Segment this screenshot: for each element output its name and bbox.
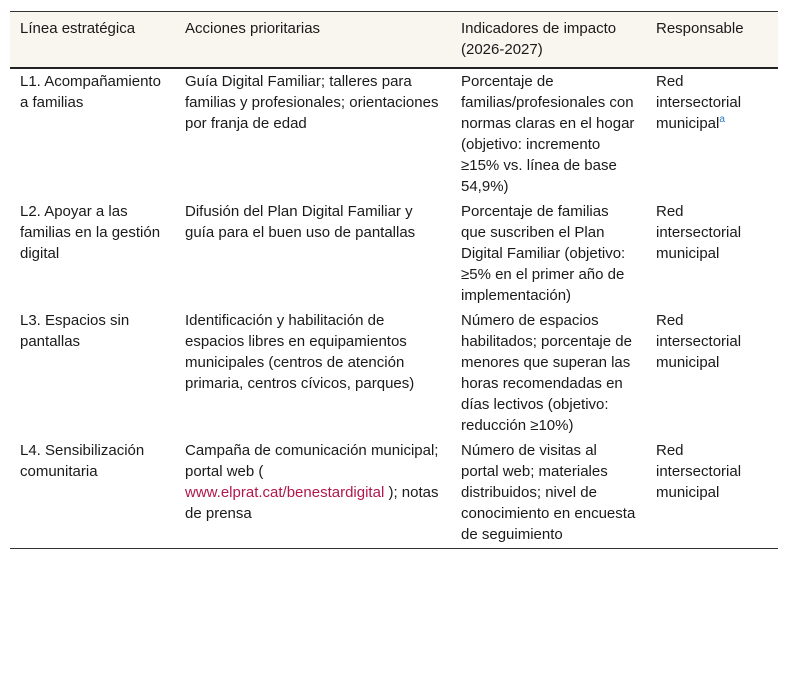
table-row: [10, 438, 778, 548]
cell-indicadores: Porcentaje de familias que suscriben el Plan Digital Familiar (objetivo: ≥5% en el primer año de implementación): [461, 203, 626, 304]
footnote-marker[interactable]: a: [719, 114, 725, 125]
benestardigital-link[interactable]: www.elprat.cat/benestardigital: [185, 484, 385, 501]
table-row: [10, 68, 778, 199]
cell-linea: L4. Sensibilización comunitaria: [20, 442, 145, 480]
responsable-text: Red intersectorial municipal: [656, 73, 742, 132]
acciones-text-before: Campaña de comunicación municipal; portal web (: [185, 442, 439, 480]
strategic-lines-table: [10, 12, 778, 548]
table-header-row: [10, 12, 778, 68]
strategic-lines-table-container: [10, 11, 778, 549]
cell-linea: L3. Espacios sin pantallas: [20, 312, 130, 350]
header-indicadores-impacto: Indicadores de impacto (2026-2027): [451, 12, 646, 68]
acciones-text-after: ); notas de prensa: [185, 484, 439, 522]
cell-indicadores: Número de visitas al portal web; materiales distribuidos; nivel de conocimiento en encuesta de seguimiento: [461, 442, 636, 543]
header-responsable: Responsable: [646, 12, 778, 68]
cell-linea: L1. Acompañamiento a familias: [20, 73, 161, 111]
cell-acciones: Difusión del Plan Digital Familiar y guía para el buen uso de pantallas: [185, 203, 416, 241]
cell-indicadores: Número de espacios habilitados; porcentaje de menores que superan las horas recomendadas en días lectivos (objetivo: reducción ≥10%): [461, 312, 632, 434]
cell-acciones: Identificación y habilitación de espacios libres en equipamientos municipales (centros de atención primaria, centros cívicos, parques): [185, 312, 415, 392]
table-row: [10, 308, 778, 438]
header-acciones-prioritarias: Acciones prioritarias: [175, 12, 451, 68]
header-linea-estrategica: Línea estratégica: [10, 12, 175, 68]
cell-acciones: Guía Digital Familiar; talleres para familias y profesionales; orientaciones por franja de edad: [185, 73, 439, 132]
cell-indicadores: Porcentaje de familias/profesionales con normas claras en el hogar (objetivo: incremento ≥15% vs. línea de base 54,9%): [461, 73, 635, 195]
table-row: [10, 199, 778, 308]
cell-responsable: Red intersectorial municipal: [656, 203, 742, 262]
cell-linea: L2. Apoyar a las familias en la gestión digital: [20, 203, 161, 262]
cell-responsable: Red intersectorial municipal: [656, 442, 742, 501]
cell-acciones: [175, 438, 451, 548]
cell-responsable: Red intersectorial municipal: [656, 312, 742, 371]
cell-responsable: [646, 68, 778, 199]
